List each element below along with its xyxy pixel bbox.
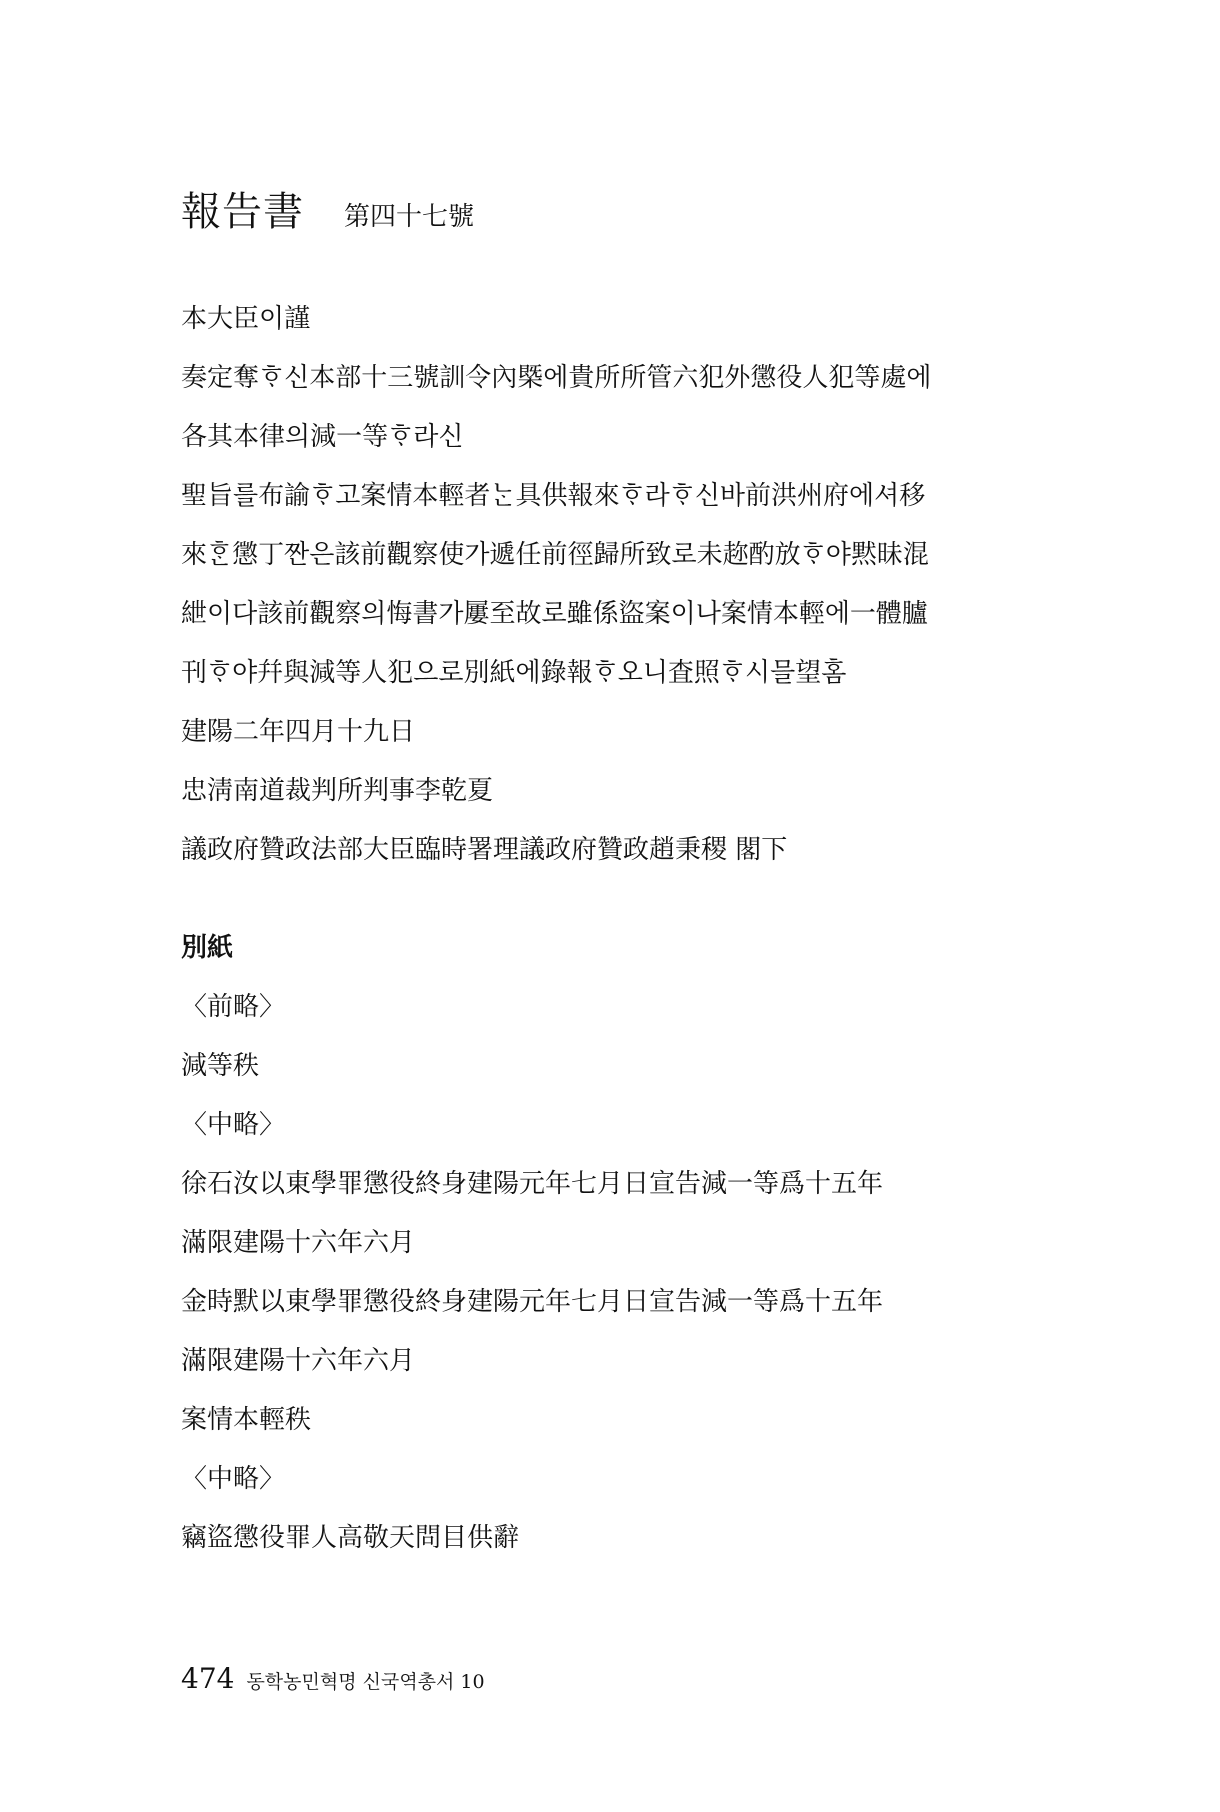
annex-line: 〈中略〉: [181, 1464, 286, 1494]
annex-line: 滿限建陽十六年六月: [181, 1228, 416, 1258]
page-footer: [181, 1662, 485, 1695]
annex-heading: 別紙: [181, 933, 234, 963]
annex-line: 金時默以東學罪懲役終身建陽元年七月日宣告減一等爲十五年: [181, 1287, 884, 1317]
report-sender: 忠淸南道裁判所判事李乾夏: [181, 776, 494, 806]
report-number: 第四十七號: [344, 202, 475, 232]
body-line: 紲이다該前觀察의悔書가屢至故로雖係盜案이나案情本輕에一體臚: [181, 599, 928, 629]
report-recipient: 議政府贊政法部大臣臨時署理議政府贊政趙秉稷 閣下: [181, 835, 788, 865]
annex-line: 減等秩: [181, 1051, 260, 1081]
report-header: [181, 180, 474, 237]
page-number: 474: [181, 1662, 235, 1695]
annex-line: 徐石汝以東學罪懲役終身建陽元年七月日宣告減一等爲十五年: [181, 1169, 884, 1199]
report-date: 建陽二年四月十九日: [181, 717, 416, 747]
report-body: [181, 290, 1041, 880]
body-line: 聖旨를布諭ᄒᆞ고案情本輕者ᄂᆞᆫ具供報來ᄒᆞ라ᄒᆞ신바前洪州府에셔移: [181, 481, 926, 511]
body-line: 來ᄒᆞᆫ懲丁짠은該前觀察使가遞任前徑歸所致로未趂酌放ᄒᆞ야黙昧混: [181, 540, 929, 570]
report-title: 報告書: [181, 189, 304, 235]
annex-line: 竊盜懲役罪人高敬天問目供辭: [181, 1523, 520, 1553]
annex-line: 〈前略〉: [181, 992, 286, 1022]
body-line: 本大臣이謹: [181, 304, 311, 334]
body-line: 奏定奪ᄒᆞ신本部十三號訓令內槩에貴所所管六犯外懲役人犯等處에: [181, 363, 932, 393]
annex-line: 案情本輕秩: [181, 1405, 312, 1435]
series-title: 동학농민혁명 신국역총서 10: [246, 1671, 485, 1693]
annex-body: [181, 978, 1041, 1568]
body-line: 各其本律의減一等ᄒᆞ라신: [181, 422, 464, 452]
annex-line: 滿限建陽十六年六月: [181, 1346, 416, 1376]
body-line: 刊ᄒᆞ야幷與減等人犯으로別紙에錄報ᄒᆞ오니査照ᄒᆞ시믈望홈: [181, 658, 847, 688]
annex-line: 〈中略〉: [181, 1110, 286, 1140]
